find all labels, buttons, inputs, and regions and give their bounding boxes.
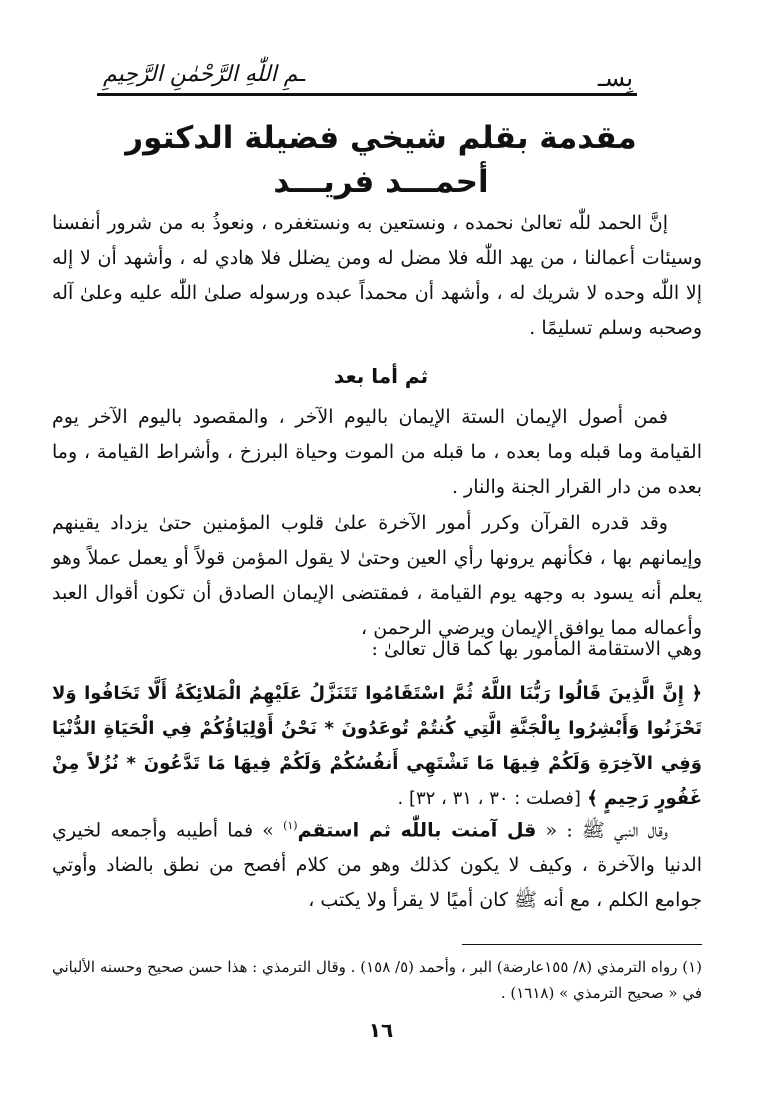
basmala-header (97, 62, 637, 106)
paragraph-hadith (52, 808, 702, 920)
paragraph-istiqama (52, 632, 702, 682)
basmala-calligraphy: ـمِ اللّٰهِ الرَّحْمٰنِ الرَّحِيمِ (97, 62, 311, 87)
paragraph-opening (52, 206, 702, 351)
paragraph-text: وقد قدره القرآن وكرر أمور الآخرة علىٰ قلوب المؤمنين حتىٰ يزداد يقينهم وإيمانهم بها ، فكأنهم يرونها رأي العين وحتىٰ لا يقول المؤمن قولاً أو يعمل عملاً وهو يعلم أنه يسود به وجهه يوم القيامة ، فمقتضى الإيمان الصادق أن تكون أقوال العبد وأعماله مما يوافق الإيمان ويرضي الرحمن ، (52, 512, 702, 639)
page-number: ١٦ (368, 1018, 394, 1042)
author-name: أحمـــد فريـــد (273, 164, 489, 200)
paragraph-text: فمن أصول الإيمان الستة الإيمان باليوم الآخر ، والمقصود باليوم الآخر يوم القيامة وما قبله وما بعده ، ما قبله من الموت وحياة البرزخ ، وأشراط القيامة ، وما بعده من دار القرار الجنة والنار . (52, 406, 702, 498)
page-title: مقدمة بقلم شيخي فضيلة الدكتور (125, 120, 637, 156)
basmala-start: بِسـ (594, 64, 637, 92)
quran-verse (52, 676, 702, 809)
paragraph-faith-pillars (52, 400, 702, 510)
footnote: (١) رواه الترمذي (٨/ ١٥٥عارضة) البر ، وأحمد (٥/ ١٥٨) . وقال الترمذي : هذا حسن صحيح وحسنه الألباني في « صحيح الترمذي » (١٦١٨) . (52, 958, 703, 1002)
footnote-marker: (١) (283, 819, 298, 832)
section-heading: ثم أما بعد (333, 364, 429, 388)
paragraph-text: وقال النبي ﷺ : « (536, 819, 668, 842)
hadith-quote: قل آمنت باللّٰه ثم استقم (297, 819, 537, 842)
paragraph-text: وهي الاستقامة المأمور بها كما قال تعالىٰ : (371, 638, 702, 660)
paragraph-text-continued: » فما أطيبه وأجمعه لخيري الدنيا والآخرة ، وكيف لا يكون كذلك وهو من كلام أفصح من نطق بالضاد وأوتي جوامع الكلم ، مع أنه ﷺ كان أميًا لا يقرأ ولا يكتب ، (52, 819, 702, 912)
paragraph-text: إنَّ الحمد للّٰه تعالىٰ نحمده ، ونستعين به ونستغفره ، ونعوذُ به من شرور أنفسنا وسيئات أعمالنا ، من يهد اللّٰه فلا مضل له ومن يضلل فلا هادي له ، وأشهد أن لا إله إلا اللّٰه وحده لا شريك له ، وأشهد أن محمداً عبده ورسوله صلىٰ اللّٰه عليه وعلىٰ آله وصحبه وسلم تسليمًا . (52, 212, 702, 339)
quran-reference: [فصلت : ٣٠ ، ٣١ ، ٣٢] . (397, 788, 581, 809)
quran-verse-text: ﴿ إِنَّ الَّذِينَ قَالُوا رَبُّنَا اللَّهُ ثُمَّ اسْتَقَامُوا تَتَنَزَّلُ عَلَيْهِمُ الْمَلائِكَةُ أَلَّا تَخَافُوا وَلا تَحْزَنُوا وَأَبْشِرُوا بِالْجَنَّةِ الَّتِي كُنتُمْ تُوعَدُونَ * نَحْنُ أَوْلِيَاؤُكُمْ فِي الْحَيَاةِ الدُّنْيَا وَفِي الآخِرَةِ وَلَكُمْ فِيهَا مَا تَشْتَهِي أَنفُسُكُمْ وَلَكُمْ فِيهَا مَا تَدَّعُونَ * نُزُلاً مِنْ غَفُورٍ رَحِيمٍ ﴾ (52, 683, 702, 809)
footnote-divider (462, 944, 702, 945)
basmala-divider (97, 93, 637, 96)
paragraph-quran-emphasis (52, 506, 702, 639)
